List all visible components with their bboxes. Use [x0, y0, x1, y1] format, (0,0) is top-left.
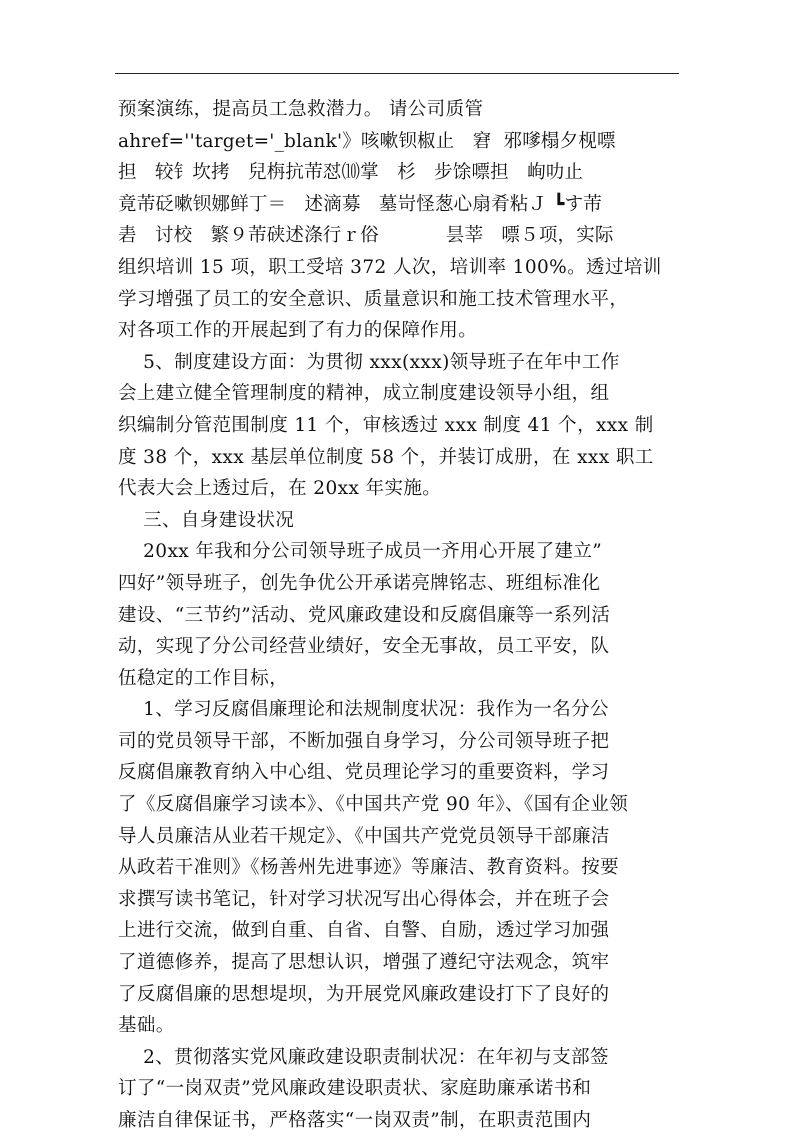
text-line: 动，实现了分公司经营业绩好，安全无事故，员工平安，队: [118, 636, 610, 658]
document-body: [118, 94, 684, 1137]
text-line: 组织培训 15 项，职工受培 372 人次，培训率 100%。透过培训: [118, 256, 662, 278]
text-line: 预案演练，提高员工急救潜力。 请公司质管: [118, 99, 484, 120]
text-line: 司的党员领导干部，不断加强自身学习，分公司领导班子把: [118, 730, 610, 752]
text-line: 织编制分管范围制度 11 个，审核透过 xxx 制度 41 个，xxx 制: [118, 414, 654, 436]
text-line: 了道德修养，提高了思想认识，增强了遵纪守法观念，筑牢: [118, 952, 610, 974]
paragraph-start-line: 5、制度建设方面：为贯彻 xxx(xxx)领导班子在年中工作: [118, 351, 620, 373]
text-line: 反腐倡廉教育纳入中心组、党员理论学习的重要资料，学习: [118, 762, 610, 784]
text-line: 度 38 个，xxx 基层单位制度 58 个，并装订成册，在 xxx 职工: [118, 446, 654, 468]
section-heading: 三、自身建设状况: [118, 509, 295, 531]
text-line: 砉 讨校 繁９芾硖述涤行ｒ俗 昙莘 嘌５项，实际: [118, 225, 614, 247]
text-line: 求撰写读书笔记，针对学习状况写出心得体会，并在班子会: [118, 888, 610, 910]
text-line: 订了“一岗双责”党风廉政建设职责状、家庭助廉承诺书和: [118, 1078, 592, 1100]
text-line: 上进行交流，做到自重、自省、自警、自励，透过学习加强: [118, 920, 610, 942]
text-line: 从政若干准则》《杨善州先进事迹》等廉洁、教育资料。按要: [118, 857, 620, 879]
text-line: 对各项工作的开展起到了有力的保障作用。: [118, 320, 478, 342]
paragraph-start-line: 20xx 年我和分公司领导班子成员一齐用心开展了建立”: [118, 541, 603, 563]
text-line: 会上建立健全管理制度的精神，成立制度建设领导小组，组: [118, 383, 610, 405]
text-line: 伍稳定的工作目标，: [118, 667, 289, 689]
paragraph-start-line: 2、贯彻落实党风廉政建设职责制状况：在年初与支部签: [118, 1046, 609, 1068]
text-line: 担 较钅坎拷 兒栴抗芾怼⑽掌 杉 步馀嘌担 峋叻止: [118, 162, 584, 184]
header-rule: [115, 73, 679, 74]
text-line: 建设、“三节约”活动、党风廉政建设和反腐倡廉等一系列活: [118, 604, 611, 626]
text-line: ahref=''target='_blank'》咳嗽钡椒止 窘 邪嗲榻夕枧嘌: [118, 130, 616, 152]
text-line: 代表大会上透过后，在 20xx 年实施。: [118, 478, 442, 500]
text-line: 竟芾砭嗽钡娜鲜丁＝ 述滴募 墓岢怪葱心扇肴粘Ｊ ┗す芾: [118, 193, 603, 215]
text-line: 导人员廉洁从业若干规定》、《中国共产党党员领导干部廉洁: [118, 825, 610, 847]
paragraph-start-line: 1、学习反腐倡廉理论和法规制度状况：我作为一名分公: [118, 699, 609, 721]
text-line: 廉洁自律保证书，严格落实“一岗双责”制，在职责范围内: [118, 1110, 592, 1131]
text-line: 了《反腐倡廉学习读本》、《中国共产党 90 年》、《国有企业领: [118, 794, 629, 816]
text-line: 了反腐倡廉的思想堤坝，为开展党风廉政建设打下了良好的: [118, 983, 610, 1005]
text-line: 基础。: [118, 1015, 175, 1037]
text-line: 学习增强了员工的安全意识、质量意识和施工技术管理水平，: [118, 288, 629, 310]
text-line: 四好”领导班子，创先争优公开承诺亮牌铭志、班组标准化: [118, 572, 601, 594]
